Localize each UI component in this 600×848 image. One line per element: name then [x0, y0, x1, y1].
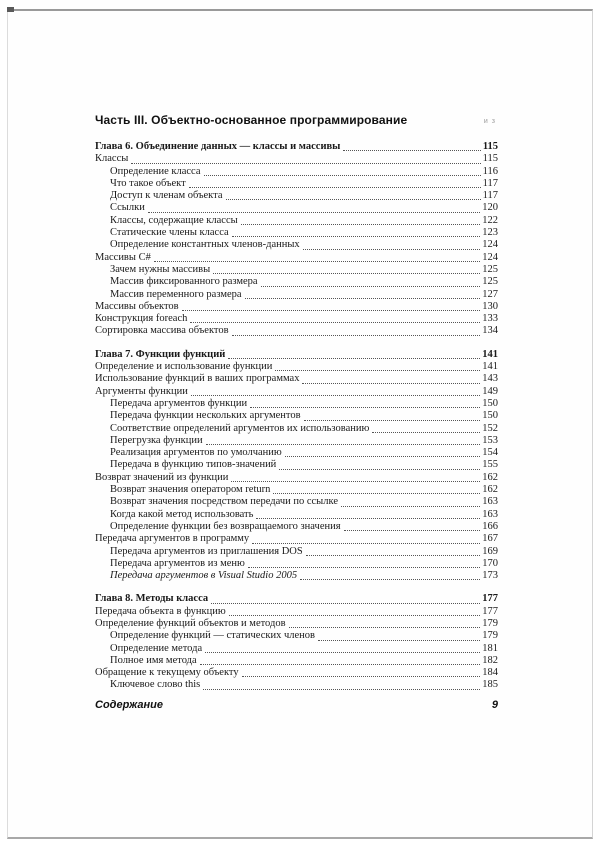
toc-entry-page: 120 — [482, 202, 498, 214]
toc-entry — [95, 252, 498, 264]
dot-leader — [191, 386, 480, 396]
dot-leader — [190, 313, 480, 323]
toc-entry-page: 155 — [482, 459, 498, 471]
toc-entry-label: Передача объекта в функцию — [95, 605, 226, 617]
dot-leader — [302, 374, 480, 384]
toc-entry — [95, 301, 498, 313]
part-note: и з — [483, 118, 496, 125]
dot-leader — [261, 277, 481, 287]
toc-chapter-heading-page: 115 — [482, 141, 498, 152]
dot-leader — [300, 570, 480, 580]
dot-leader — [189, 178, 481, 188]
toc-entry-label: Что такое объект — [110, 177, 186, 189]
toc-chapter-heading-label: Глава 8. Методы класса — [95, 593, 209, 605]
toc-entry-page: 149 — [482, 385, 498, 397]
toc-entry-label: Аргументы функции — [95, 385, 188, 397]
dot-leader — [252, 534, 480, 544]
toc-entry — [95, 361, 498, 373]
toc-entry-label: Массив фиксированного размера — [110, 276, 258, 288]
toc-entry — [95, 447, 498, 459]
dot-leader — [213, 264, 480, 274]
dot-leader — [211, 594, 480, 604]
dot-leader — [228, 349, 480, 359]
toc-entry-page: 150 — [482, 397, 498, 409]
toc-entry-page: 134 — [482, 325, 498, 337]
toc-entry-page: 123 — [482, 227, 498, 239]
toc-entry-label: Ссылки — [110, 202, 145, 214]
dot-leader — [306, 546, 481, 556]
dot-leader — [154, 252, 480, 262]
toc-entry-page: 125 — [482, 263, 498, 275]
dot-leader — [250, 398, 480, 408]
toc-entry — [95, 325, 498, 337]
toc-entry-page: 169 — [482, 545, 498, 557]
dot-leader — [245, 289, 481, 299]
toc-entry-label: Передача аргументов в программу — [95, 533, 250, 545]
toc-entry — [95, 178, 498, 190]
toc-entry-page: 117 — [482, 177, 498, 189]
toc-entry-page: 170 — [482, 557, 498, 569]
toc-entry-page: 150 — [482, 410, 498, 422]
toc-entry — [95, 570, 498, 582]
toc-entry-label: Определение метода — [110, 642, 203, 654]
toc-entry-page: 185 — [482, 679, 498, 691]
toc-entry-page: 173 — [482, 570, 498, 582]
dot-leader — [289, 618, 481, 628]
footer-section-label: Содержание — [95, 699, 163, 711]
dot-leader — [226, 190, 481, 200]
toc-entry-page: 181 — [482, 642, 498, 654]
toc-list — [95, 141, 498, 692]
dot-leader — [343, 141, 480, 151]
toc-entry-page: 179 — [482, 630, 498, 642]
toc-chapter-heading-label: Глава 6. Объединение данных — классы и массивы — [95, 141, 341, 152]
toc-entry-page: 154 — [482, 447, 498, 459]
toc-entry — [95, 227, 498, 239]
dot-leader — [285, 447, 480, 457]
dot-leader — [204, 166, 481, 176]
toc-chapter-heading-page: 141 — [482, 348, 498, 360]
toc-entry — [95, 459, 498, 471]
toc-entry-label: Ключевое слово this — [110, 679, 201, 691]
toc-entry-page: 124 — [482, 239, 498, 251]
toc-entry — [95, 153, 498, 165]
toc-entry — [95, 423, 498, 435]
toc-entry-label: Определение функции без возвращаемого значения — [110, 520, 341, 532]
toc-entry-page: 162 — [482, 471, 498, 483]
toc-entry — [95, 166, 498, 178]
toc-entry — [95, 630, 498, 642]
toc-chapter-heading — [95, 349, 498, 361]
toc-entry-page: 166 — [482, 520, 498, 532]
toc-entry-page: 179 — [482, 617, 498, 629]
toc-entry — [95, 509, 498, 521]
toc-entry-label: Обращение к текущему объекту — [95, 667, 239, 679]
toc-entry-label: Передача аргументов функции — [110, 397, 248, 409]
toc-entry — [95, 521, 498, 533]
toc-entry-page: 184 — [482, 667, 498, 679]
dot-leader — [304, 411, 481, 421]
toc-entry-page: 122 — [482, 214, 498, 226]
toc-entry-label: Возврат значения посредством передачи по ссылке — [110, 496, 338, 508]
toc-entry — [95, 202, 498, 214]
toc-entry — [95, 496, 498, 508]
scan-corner-mark — [7, 7, 14, 12]
toc-entry — [95, 239, 498, 251]
toc-entry-label: Статические члены класса — [110, 227, 229, 239]
part-title: Часть III. Объектно-основанное программирование — [95, 113, 408, 127]
toc-entry-label: Использование функций в ваших программах — [95, 373, 300, 385]
toc-entry-label: Массивы объектов — [95, 300, 179, 312]
toc-entry-page: 152 — [482, 422, 498, 434]
toc-entry-page: 125 — [482, 276, 498, 288]
toc-chapter-heading-label: Глава 7. Функции функций — [95, 348, 226, 360]
toc-entry-label: Определение функций — статических членов — [110, 630, 315, 642]
toc-entry — [95, 655, 498, 667]
toc-entry-label: Полное имя метода — [110, 654, 197, 666]
toc-entry-label: Передача аргументов из меню — [110, 557, 245, 569]
dot-leader — [248, 558, 480, 568]
toc-entry-label: Определение функций объектов и методов — [95, 617, 286, 629]
dot-leader — [148, 203, 480, 213]
toc-entry-page: 163 — [482, 496, 498, 508]
toc-entry — [95, 264, 498, 276]
dot-leader — [241, 215, 481, 225]
toc-entry-label: Передача в функцию типов-значений — [110, 459, 277, 471]
toc-entry — [95, 546, 498, 558]
dot-leader — [229, 606, 481, 616]
toc-entry — [95, 472, 498, 484]
toc-entry — [95, 215, 498, 227]
toc-entry-page: 167 — [482, 533, 498, 545]
toc-entry-label: Определение класса — [110, 165, 201, 177]
toc-entry-page: 153 — [482, 434, 498, 446]
toc-entry-page: 182 — [482, 654, 498, 666]
toc-entry-page: 116 — [482, 165, 498, 177]
toc-entry — [95, 679, 498, 691]
dot-leader — [279, 460, 480, 470]
dot-leader — [303, 240, 481, 250]
dot-leader — [182, 301, 481, 311]
toc-entry-label: Возврат значений из функции — [95, 471, 229, 483]
toc-entry-label: Перегрузка функции — [110, 434, 203, 446]
toc-entry-label: Передача аргументов из приглашения DOS — [110, 545, 303, 557]
toc-entry — [95, 435, 498, 447]
toc-entry-label: Массив переменного размера — [110, 288, 242, 300]
toc-entry — [95, 289, 498, 301]
toc-entry-page: 124 — [482, 251, 498, 263]
toc-entry — [95, 667, 498, 679]
toc-entry — [95, 533, 498, 545]
toc-entry-page: 163 — [482, 508, 498, 520]
dot-leader — [206, 435, 481, 445]
dot-leader — [344, 521, 481, 531]
toc-entry-label: Классы — [95, 153, 129, 165]
toc-entry — [95, 313, 498, 325]
dot-leader — [200, 655, 481, 665]
toc-entry-page: 133 — [482, 313, 498, 325]
toc-entry-label: Определение константных членов-данных — [110, 239, 300, 251]
footer-page-number: 9 — [491, 699, 498, 711]
toc-entry-label: Массивы C# — [95, 251, 151, 263]
toc-entry-label: Передача функции нескольких аргументов — [110, 410, 301, 422]
toc-entry-page: 141 — [482, 361, 498, 373]
toc-entry-label: Когда какой метод использовать — [110, 508, 254, 520]
toc-entry — [95, 643, 498, 655]
toc-entry-label: Сортировка массива объектов — [95, 325, 229, 337]
toc-entry-label: Реализация аргументов по умолчанию — [110, 447, 282, 459]
toc-chapter-heading — [95, 141, 498, 153]
dot-leader — [318, 631, 480, 641]
toc-entry-page: 115 — [482, 153, 498, 165]
toc-entry — [95, 618, 498, 630]
toc-entry-label: Соответствие определений аргументов их использованию — [110, 422, 370, 434]
dot-leader — [232, 227, 481, 237]
toc-entry-page: 143 — [482, 373, 498, 385]
toc-entry-page: 130 — [482, 300, 498, 312]
dot-leader — [242, 667, 481, 677]
dot-leader — [275, 361, 480, 371]
dot-leader — [273, 484, 480, 494]
toc-entry — [95, 386, 498, 398]
toc-entry-label: Классы, содержащие классы — [110, 214, 238, 226]
toc-chapter-heading-page: 177 — [482, 593, 498, 605]
toc-entry — [95, 558, 498, 570]
dot-leader — [205, 643, 480, 653]
toc-entry-page: 127 — [482, 288, 498, 300]
toc-entry — [95, 190, 498, 202]
toc-entry — [95, 410, 498, 422]
toc-entry-label: Возврат значения оператором return — [110, 484, 271, 496]
dot-leader — [232, 326, 481, 336]
toc-entry — [95, 373, 498, 385]
dot-leader — [231, 472, 480, 482]
toc-entry — [95, 606, 498, 618]
page-footer — [95, 699, 498, 711]
dot-leader — [131, 154, 480, 164]
toc-chapter-heading — [95, 593, 498, 605]
toc-entry-label: Доступ к членам объекта — [110, 190, 223, 202]
toc-entry-label: Зачем нужны массивы — [110, 263, 211, 275]
toc-entry-label: Конструкция foreach — [95, 313, 188, 325]
dot-leader — [341, 497, 480, 507]
toc-entry — [95, 484, 498, 496]
toc-entry-page: 177 — [482, 605, 498, 617]
dot-leader — [203, 680, 480, 690]
dot-leader — [372, 423, 480, 433]
toc-entry-page: 117 — [482, 190, 498, 202]
toc-entry-label: Определение и использование функции — [95, 361, 273, 373]
toc-entry — [95, 276, 498, 288]
toc-entry — [95, 398, 498, 410]
toc-entry-page: 162 — [482, 484, 498, 496]
toc-entry-label: Передача аргументов в Visual Studio 2005 — [110, 570, 298, 582]
dot-leader — [256, 509, 480, 519]
